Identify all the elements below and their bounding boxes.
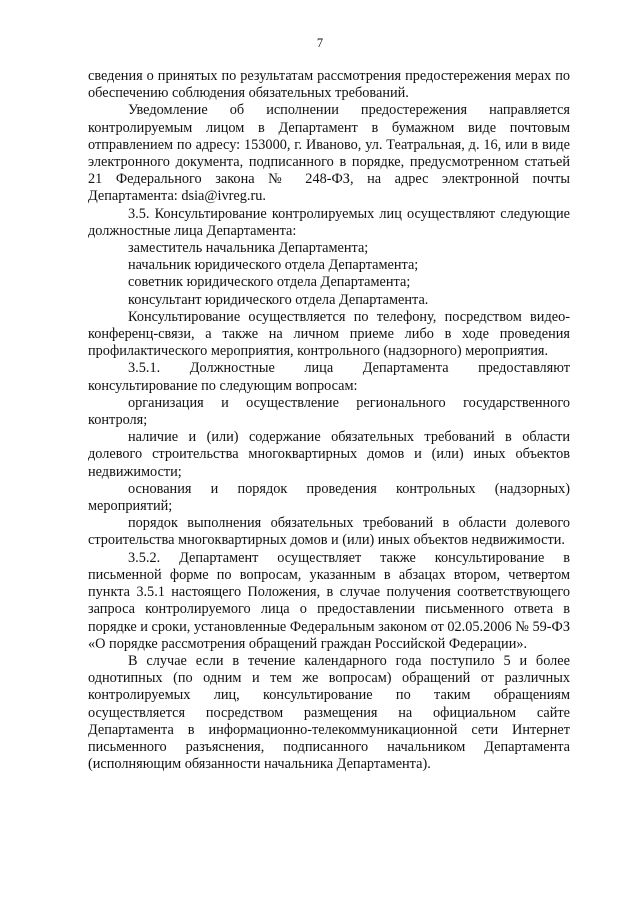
list-item-grounds: основания и порядок проведения контрольных (надзорных) мероприятий; bbox=[88, 480, 570, 515]
paragraph-3-5-1: 3.5.1. Должностные лица Департамента предоставляют консультирование по следующим вопросам: bbox=[88, 360, 570, 394]
page-number: 7 bbox=[316, 36, 324, 50]
list-item-legal-consultant: консультант юридического отдела Департамента. bbox=[128, 291, 429, 308]
paragraph-3-5: 3.5. Консультирование контролируемых лиц осуществляют следующие должностные лица Департамента: bbox=[88, 205, 570, 239]
list-item-organization: организация и осуществление регионального государственного контроля; bbox=[88, 394, 570, 429]
list-item-procedure: порядок выполнения обязательных требований в области долевого строительства многоквартирных домов и (или) иных объектов недвижимости. bbox=[88, 515, 570, 549]
list-item-legal-advisor: советник юридического отдела Департамента; bbox=[128, 274, 411, 291]
list-item-deputy-head: заместитель начальника Департамента; bbox=[128, 240, 369, 257]
list-item-requirements: наличие и (или) содержание обязательных требований в области долевого строительства многоквартирных домов и (или) иных объектов недвижимости; bbox=[88, 429, 570, 480]
paragraph-consultation-methods: Консультирование осуществляется по телефону, посредством видео-конференц-связи, а также на личном приеме либо в ходе проведения профилактического мероприятия, контрольного (надзорного) мероприятия. bbox=[88, 308, 570, 360]
paragraph-multiple-requests: В случае если в течение календарного года поступило 5 и более однотипных (по одним и тем же вопросам) обращений от различных контролируемых лиц, консультирование по таким обращениям осуществляется посредством размещения на официальном сайте Департамента в информационно-телекоммуникационной сети Интернет письменного разъяснения, подписанного начальником Департамента (исполняющим обязанности начальника Департамента). bbox=[88, 652, 570, 773]
paragraph-warning-measures: сведения о принятых по результатам рассмотрения предостережения мерах по обеспечению соблюдения обязательных требований. bbox=[88, 68, 570, 102]
paragraph-notification: Уведомление об исполнении предостережения направляется контролируемым лицом в Департамент в бумажном виде почтовым отправлением по адресу: 153000, г. Иваново, ул. Театральная, д. 16, или в виде электронного документа, подписанного в порядке, предусмотренном статьей 21 Федерального закона № 248-ФЗ, на адрес электронной почты Департамента: dsia@ivreg.ru. bbox=[88, 102, 570, 205]
paragraph-3-5-2: 3.5.2. Департамент осуществляет также консультирование в письменной форме по вопросам, указанным в абзацах втором, четвертом пункта 3.5.1 настоящего Положения, в случае получения соответствующего запроса контролируемого лица о предоставлении письменного ответа в порядке и сроки, установленные Федеральным законом от 02.05.2006 № 59-ФЗ «О порядке рассмотрения обращений граждан Российской Федерации». bbox=[88, 549, 571, 652]
list-item-legal-head: начальник юридического отдела Департамента; bbox=[128, 257, 419, 274]
document-body bbox=[88, 68, 570, 773]
